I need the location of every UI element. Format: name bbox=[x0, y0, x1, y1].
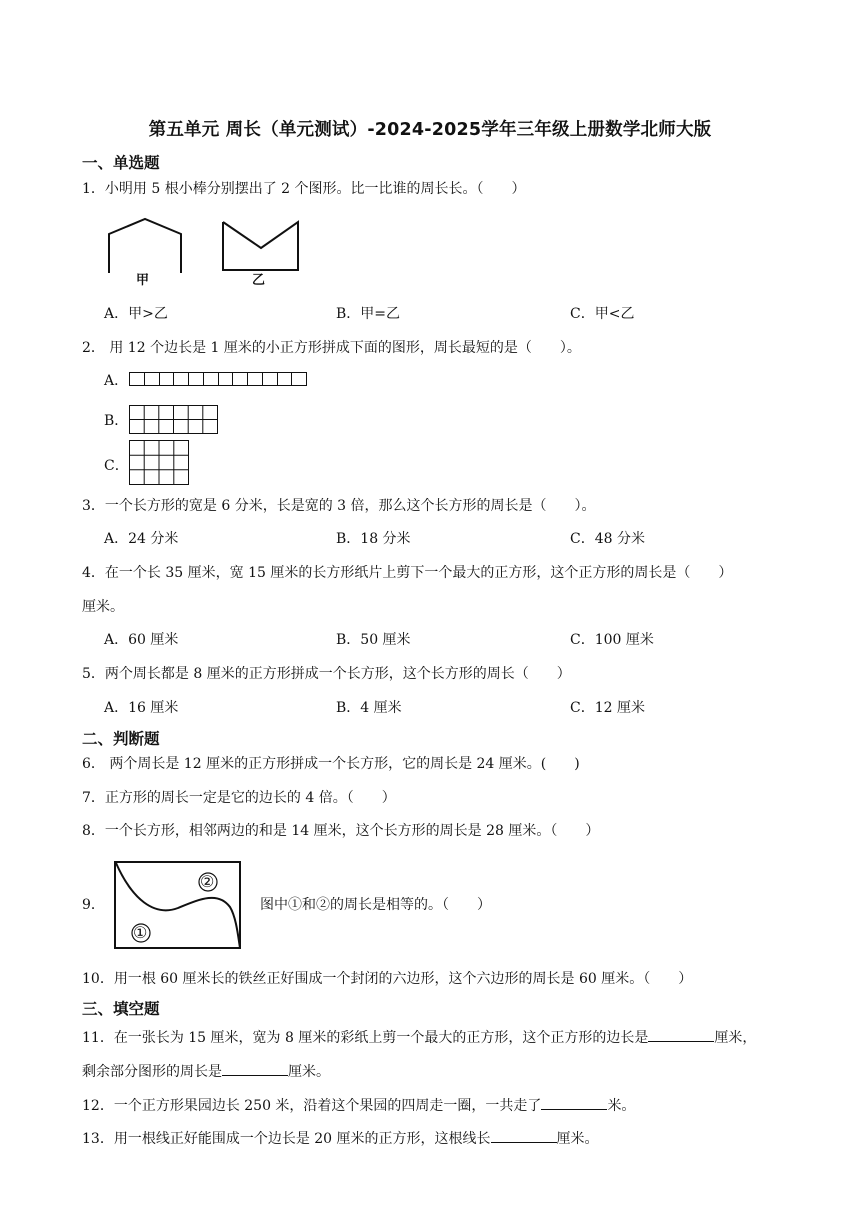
question-4-option-a: A．60 厘米 bbox=[104, 632, 179, 648]
question-2-option-a: A． bbox=[104, 373, 129, 389]
question-10-text: 10．用一根 60 厘米长的铁丝正好围成一个封闭的六边形，这个六边形的周长是 60 厘米。（ ） bbox=[82, 971, 693, 987]
question-12-text-b: 米。 bbox=[607, 1098, 636, 1114]
question-8-text: 8．一个长方形，相邻两边的和是 14 厘米，这个长方形的周长是 28 厘米。（ ） bbox=[82, 823, 600, 839]
section-heading-single-choice: 一、单选题 bbox=[82, 154, 160, 172]
answer-blank[interactable] bbox=[541, 1095, 607, 1110]
question-1-option-b: B．甲=乙 bbox=[336, 306, 401, 322]
question-13-text-a: 13．用一根线正好能围成一个边长是 20 厘米的正方形，这根线长 bbox=[82, 1131, 491, 1147]
question-3-text: 3．一个长方形的宽是 6 分米，长是宽的 3 倍，那么这个长方形的周长是（ ）。 bbox=[82, 498, 596, 514]
question-1-option-a: A．甲>乙 bbox=[104, 306, 168, 322]
answer-blank[interactable] bbox=[648, 1027, 714, 1042]
question-11-line-1 bbox=[82, 1027, 756, 1047]
option-a-grid-1x12 bbox=[129, 372, 307, 386]
figure-yi-label: 乙 bbox=[252, 273, 266, 288]
figure-jia-label: 甲 bbox=[136, 273, 150, 288]
figure-jia-shape bbox=[108, 218, 184, 274]
question-2-text: 2． 用 12 个边长是 1 厘米的小正方形拼成下面的图形，周长最短的是（ ）。 bbox=[82, 340, 581, 356]
question-12-text-a: 12．一个正方形果园边长 250 米，沿着这个果园的四周走一圈，一共走了 bbox=[82, 1098, 542, 1114]
question-9-text: 图中①和②的周长是相等的。（ ） bbox=[260, 897, 491, 913]
question-4-text-continued: 厘米。 bbox=[82, 599, 124, 615]
question-1-option-c: C．甲<乙 bbox=[570, 306, 635, 322]
question-4-option-b: B．50 厘米 bbox=[336, 632, 411, 648]
figure-label-region-2: ② bbox=[200, 872, 215, 891]
option-c-grid-3x4 bbox=[129, 440, 190, 486]
question-5-option-b: B．4 厘米 bbox=[336, 700, 402, 716]
question-2-option-c: C． bbox=[104, 458, 129, 474]
section-heading-true-false: 二、判断题 bbox=[82, 730, 160, 748]
question-5-option-c: C．12 厘米 bbox=[570, 700, 645, 716]
question-3-option-a: A．24 分米 bbox=[104, 531, 179, 547]
answer-blank[interactable] bbox=[491, 1128, 557, 1143]
question-11-text-b: 厘米， bbox=[714, 1030, 757, 1046]
figure-yi-shape bbox=[222, 221, 300, 273]
question-3-option-c: C．48 分米 bbox=[570, 531, 645, 547]
question-1-text: 1．小明用 5 根小棒分别摆出了 2 个图形。比一比谁的周长长。（ ） bbox=[82, 181, 526, 197]
question-2-option-b: B． bbox=[104, 413, 129, 429]
section-heading-fill-blank: 三、填空题 bbox=[82, 1000, 160, 1018]
figure-label-region-1: ① bbox=[133, 923, 148, 942]
question-11-text-d: 厘米。 bbox=[288, 1064, 330, 1080]
question-9-number: 9． bbox=[82, 897, 105, 913]
question-11-line-2 bbox=[82, 1061, 330, 1081]
question-3-option-b: B．18 分米 bbox=[336, 531, 411, 547]
question-12-line bbox=[82, 1095, 635, 1115]
question-13-line bbox=[82, 1128, 599, 1148]
option-b-grid-2x6 bbox=[129, 405, 219, 435]
question-11-text-a: 11．在一张长为 15 厘米，宽为 8 厘米的彩纸上剪一个最大的正方形，这个正方形的边长是 bbox=[82, 1030, 649, 1046]
page-title: 第五单元 周长（单元测试）-2024-2025学年三年级上册数学北师大版 bbox=[148, 120, 712, 140]
answer-blank[interactable] bbox=[222, 1061, 288, 1076]
question-4-text: 4．在一个长 35 厘米，宽 15 厘米的长方形纸片上剪下一个最大的正方形，这个正方形的周长是（ ） bbox=[82, 565, 733, 581]
question-5-option-a: A．16 厘米 bbox=[104, 700, 179, 716]
question-5-text: 5．两个周长都是 8 厘米的正方形拼成一个长方形，这个长方形的周长（ ） bbox=[82, 666, 571, 682]
question-13-text-b: 厘米。 bbox=[556, 1131, 599, 1147]
question-6-text: 6． 两个周长是 12 厘米的正方形拼成一个长方形，它的周长是 24 厘米。( ) bbox=[82, 756, 580, 772]
question-11-text-c: 剩余部分图形的周长是 bbox=[82, 1064, 222, 1080]
question-4-option-c: C．100 厘米 bbox=[570, 632, 654, 648]
question-7-text: 7．正方形的周长一定是它的边长的 4 倍。（ ） bbox=[82, 790, 396, 806]
